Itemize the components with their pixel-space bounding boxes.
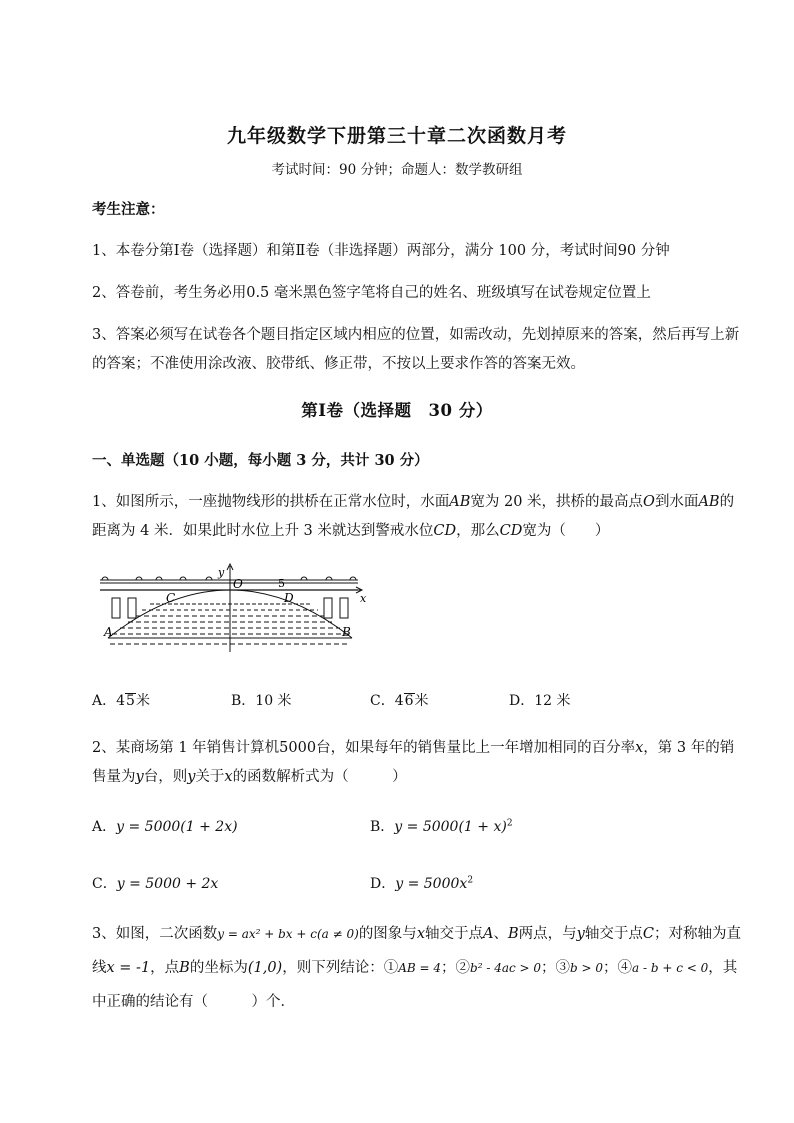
question-1-line-2: 距离为 4 米．如果此时水位上升 3 米就达到警戒水位CD，那么CD宽为（ ） bbox=[92, 523, 610, 539]
q2-option-c[interactable]: C．y = 5000 + 2x bbox=[92, 876, 219, 892]
section-title: 第Ⅰ卷（选择题 30 分） bbox=[301, 401, 493, 420]
figure-label-c: C bbox=[166, 591, 176, 605]
q1-option-b[interactable]: B．10 米 bbox=[231, 693, 292, 709]
figure-label-b: B bbox=[342, 625, 351, 639]
figure-label-d: D bbox=[284, 591, 294, 605]
figure-label-y: y bbox=[218, 566, 225, 579]
question-2 bbox=[92, 734, 752, 792]
q1-option-d[interactable]: D．12 米 bbox=[509, 693, 571, 709]
question-3-line-2: 线x = -1，点B的坐标为(1,0)，则下列结论：①AB = 4；②b² - 4ac > 0；③b > 0；④a - b + c < 0，其 bbox=[92, 960, 738, 976]
part-heading: 一、单选题（10 小题，每小题 3 分，共计 30 分） bbox=[92, 452, 429, 469]
question-1 bbox=[92, 488, 752, 546]
notice-item-3-line-1: 3、答案必须写在试卷各个题目指定区域内相应的位置，如需改动，先划掉原来的答案，然后再写上新 bbox=[92, 327, 740, 343]
q2-option-d[interactable]: D．$y = 5000x^2$ bbox=[370, 875, 474, 892]
q1-option-a[interactable]: A．45米 bbox=[92, 693, 150, 709]
question-3 bbox=[92, 917, 752, 1019]
notice-item-2: 2、答卷前，考生务必用0.5 毫米黑色签字笔将自己的姓名、班级填写在试卷规定位置上 bbox=[92, 285, 651, 301]
question-2-line-1: 2、某商场第 1 年销售计算机5000台，如果每年的销售量比上一年增加相同的百分率x，第 3 年的销 bbox=[92, 740, 735, 756]
figure-label-a: A bbox=[104, 625, 113, 639]
notice-heading: 考生注意： bbox=[92, 201, 165, 218]
figure-label-5: 5 bbox=[278, 577, 285, 590]
q2-option-a[interactable]: A．y = 5000(1 + 2x) bbox=[92, 819, 238, 835]
figure-label-x: x bbox=[360, 592, 367, 605]
page-subtitle: 考试时间：90 分钟；命题人：数学教研组 bbox=[271, 162, 523, 178]
question-1-line-1: 1、如图所示，一座抛物线形的拱桥在正常水位时，水面AB宽为 20 米，拱桥的最高点O到水面AB的 bbox=[92, 494, 735, 510]
page-title: 九年级数学下册第三十章二次函数月考 bbox=[226, 125, 567, 147]
question-2-line-2: 售量为y台，则y关于x的函数解析式为（ ） bbox=[92, 769, 407, 785]
bridge-figure bbox=[96, 560, 376, 660]
q1-option-c[interactable]: C．46米 bbox=[370, 693, 429, 709]
notice-item-1: 1、本卷分第Ⅰ卷（选择题）和第Ⅱ卷（非选择题）两部分，满分 100 分，考试时间90 分钟 bbox=[92, 243, 670, 259]
notice-item-3-line-2: 的答案；不准使用涂改液、胶带纸、修正带，不按以上要求作答的答案无效。 bbox=[92, 356, 585, 372]
q2-option-b[interactable]: B．$y = 5000(1 + x)^2$ bbox=[370, 818, 513, 835]
question-3-line-3: 中正确的结论有（ ）个． bbox=[92, 994, 295, 1010]
notice-item-3 bbox=[92, 321, 752, 379]
figure-label-o: O bbox=[233, 577, 243, 591]
question-3-line-1: 3、如图，二次函数y = ax² + bx + c(a ≠ 0)的图象与x轴交于点A、B两点，与y轴交于点C；对称轴为直 bbox=[92, 926, 741, 942]
